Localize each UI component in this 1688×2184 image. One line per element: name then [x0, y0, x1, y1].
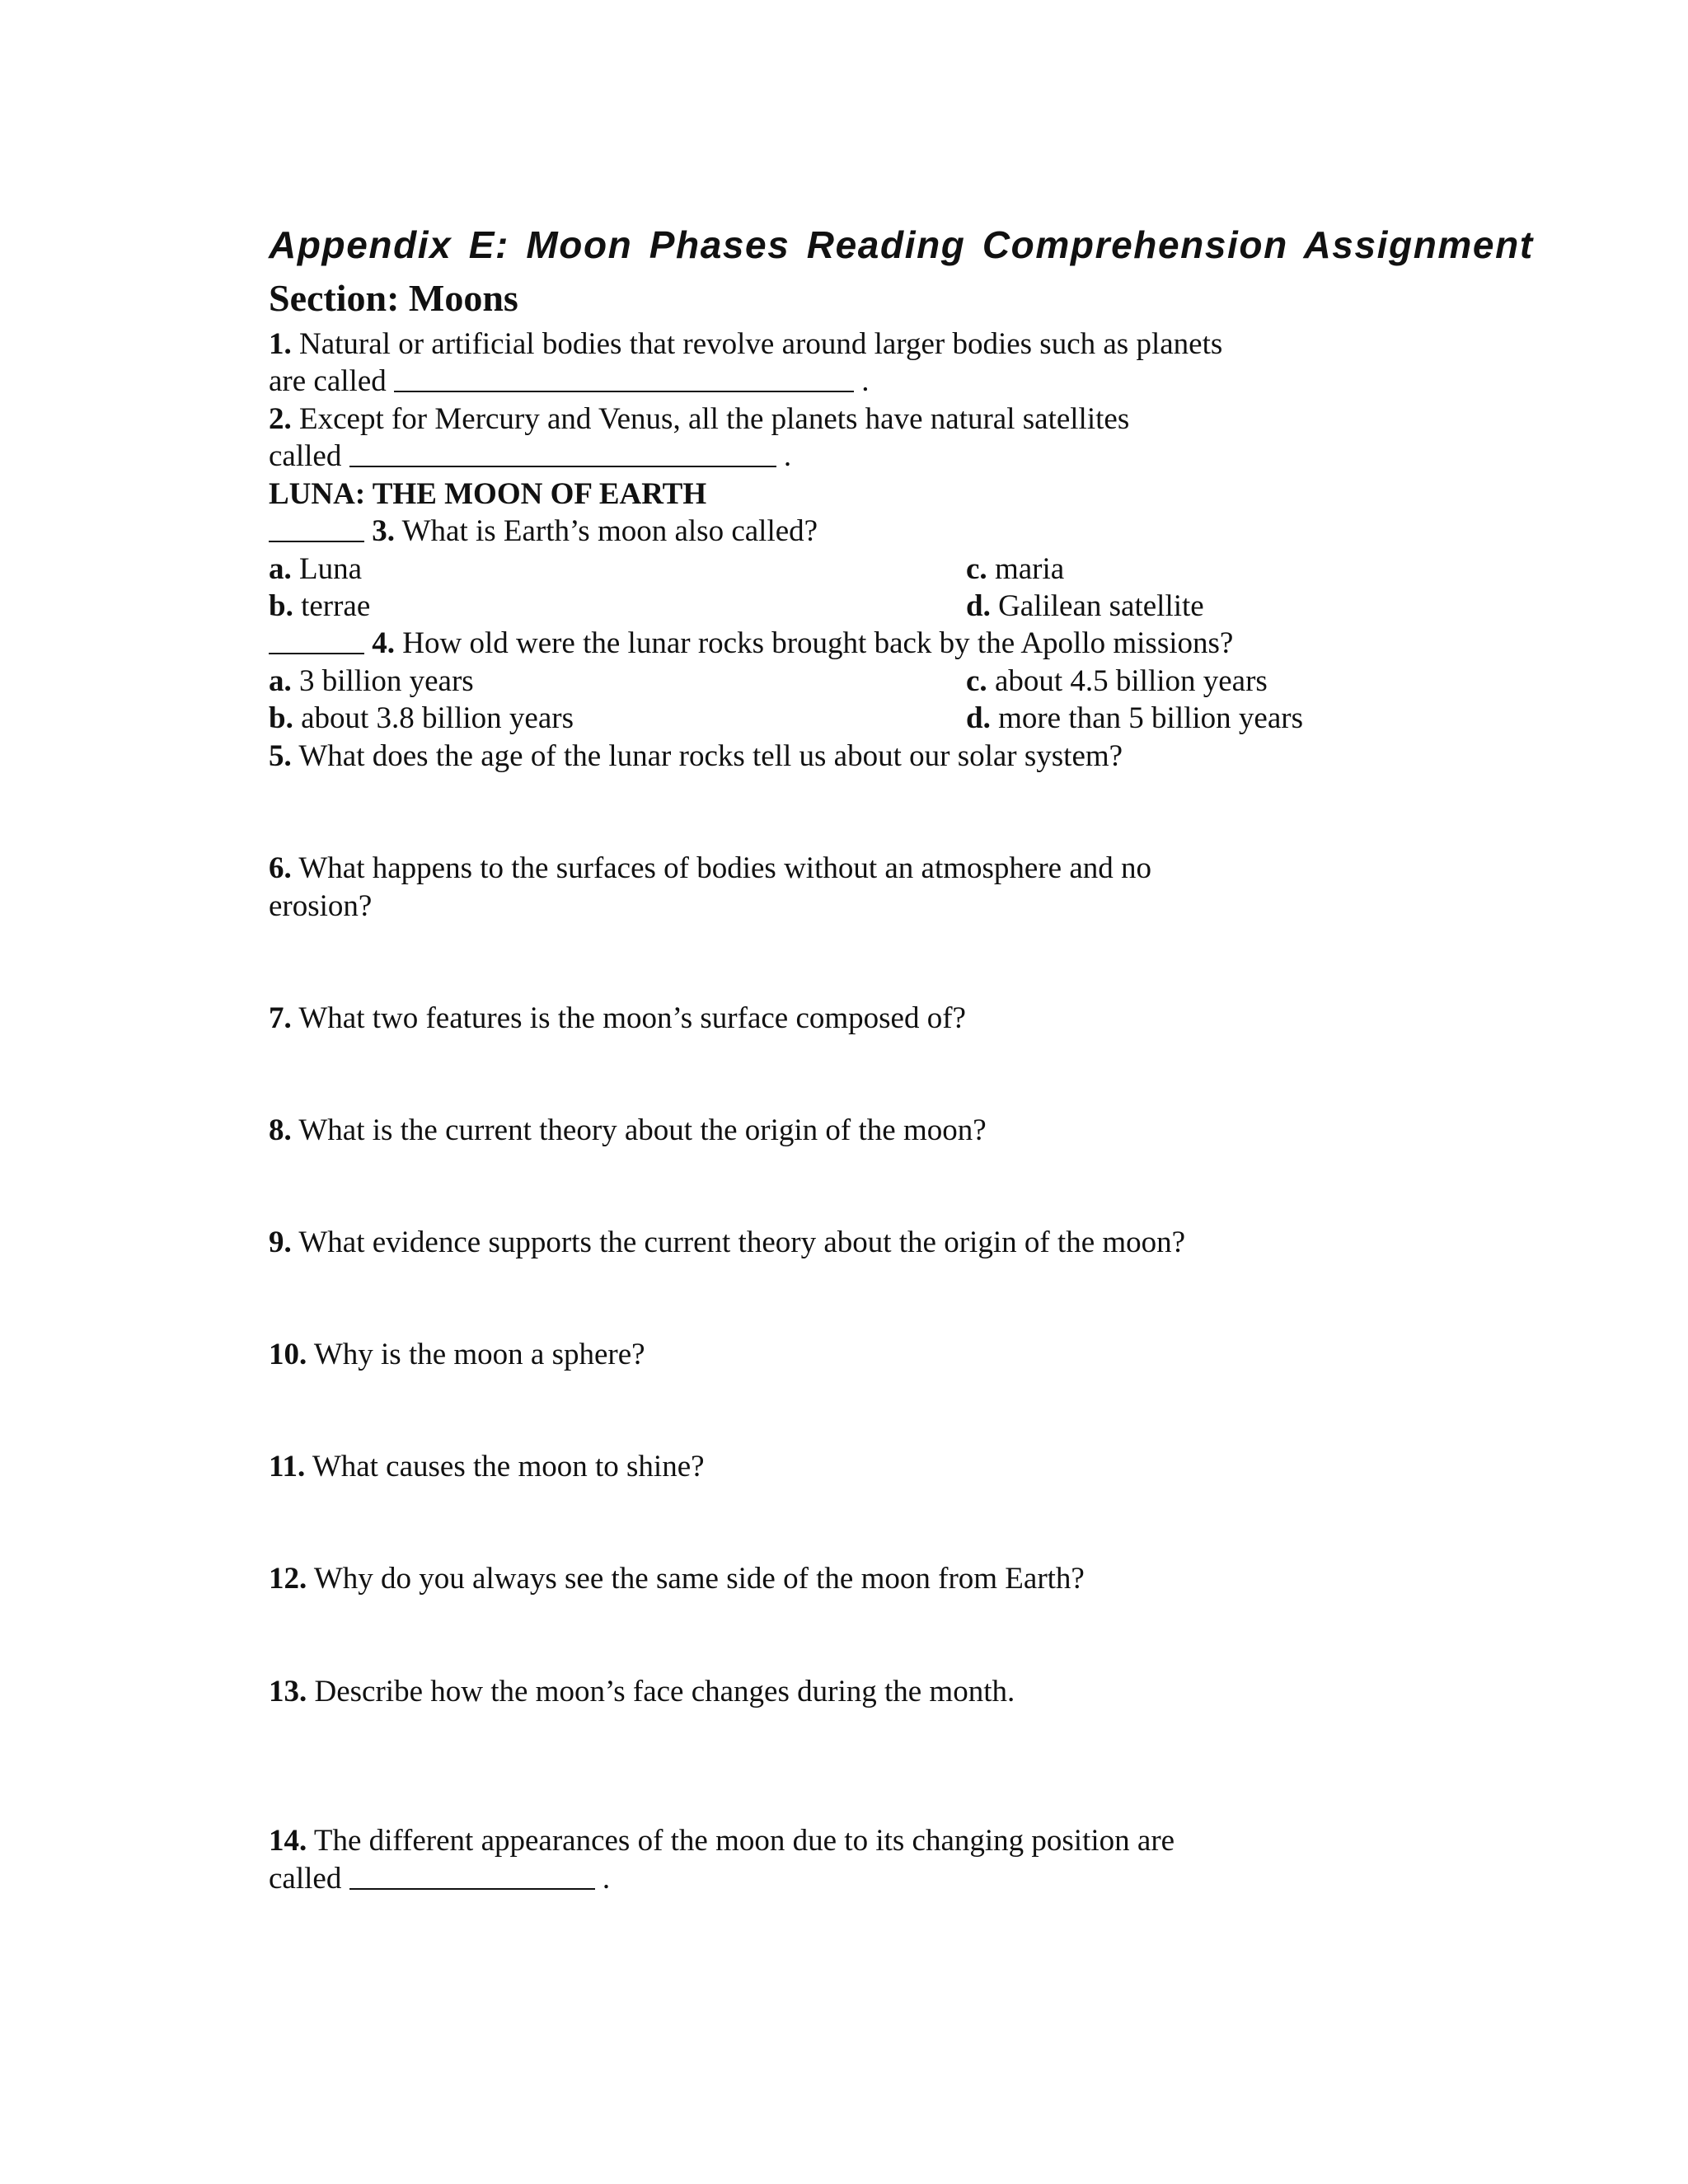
question-9-text: What evidence supports the current theory about the origin of the moon? — [298, 1226, 1186, 1259]
question-6-number: 6. — [269, 851, 292, 885]
question-8 — [269, 1113, 987, 1149]
option-text: about 3.8 billion years — [301, 701, 574, 735]
question-13 — [269, 1674, 1015, 1710]
question-13-number: 13. — [269, 1675, 307, 1708]
question-2-answer-blank[interactable] — [349, 465, 776, 467]
question-11 — [269, 1449, 705, 1485]
question-7-text: What two features is the moon’s surface composed of? — [298, 1001, 966, 1035]
question-1-period: . — [861, 364, 870, 398]
question-5 — [269, 738, 1123, 775]
question-2-line-1 — [269, 401, 1129, 438]
question-2-text-cont: called — [269, 439, 342, 473]
option-text: terrae — [301, 589, 371, 623]
question-1-line-2 — [269, 363, 870, 400]
question-10-text: Why is the moon a sphere? — [313, 1338, 645, 1371]
option-letter: d. — [966, 701, 991, 735]
option-letter: d. — [966, 589, 991, 623]
option-text: 3 billion years — [299, 664, 474, 698]
option-letter: a. — [269, 664, 292, 698]
question-10-number: 10. — [269, 1338, 307, 1371]
section-title: Section: Moons — [269, 277, 518, 319]
question-14-number: 14. — [269, 1824, 307, 1858]
question-1-number: 1. — [269, 327, 292, 361]
question-2-text: Except for Mercury and Venus, all the planets have natural satellites — [299, 402, 1130, 436]
option-text: maria — [994, 552, 1065, 586]
question-11-number: 11. — [269, 1450, 306, 1483]
question-9 — [269, 1225, 1185, 1261]
question-4 — [269, 626, 1233, 662]
question-3-option-c[interactable] — [966, 551, 1064, 588]
question-3 — [269, 513, 818, 550]
option-letter: c. — [966, 664, 987, 698]
question-14-line-2 — [269, 1861, 610, 1897]
question-4-option-c[interactable] — [966, 663, 1268, 700]
question-2-line-2 — [269, 438, 791, 475]
question-12-number: 12. — [269, 1562, 307, 1596]
option-text: more than 5 billion years — [998, 701, 1303, 735]
option-letter: b. — [269, 701, 293, 735]
option-text: about 4.5 billion years — [994, 664, 1268, 698]
page-title: Appendix E: Moon Phases Reading Comprehension Assignment — [269, 223, 1534, 266]
question-1-answer-blank[interactable] — [394, 390, 854, 392]
question-5-text: What does the age of the lunar rocks tell us about our solar system? — [298, 739, 1123, 773]
question-14-text: The different appearances of the moon due to its changing position are — [313, 1824, 1175, 1858]
question-2-number: 2. — [269, 402, 292, 436]
question-4-option-a[interactable] — [269, 663, 474, 700]
question-14-answer-blank[interactable] — [349, 1887, 595, 1890]
option-letter: a. — [269, 552, 292, 586]
question-3-text: What is Earth’s moon also called? — [401, 514, 818, 548]
question-14-text-cont: called — [269, 1862, 342, 1896]
question-7-number: 7. — [269, 1001, 292, 1035]
question-4-option-d[interactable] — [966, 701, 1303, 737]
question-3-option-b[interactable] — [269, 588, 370, 625]
question-14-line-1 — [269, 1823, 1175, 1859]
question-13-text: Describe how the moon’s face changes during the month. — [314, 1675, 1015, 1708]
question-11-text: What causes the moon to shine? — [312, 1450, 705, 1483]
question-8-text: What is the current theory about the origin of the moon? — [298, 1113, 987, 1147]
question-4-text: How old were the lunar rocks brought back by the Apollo missions? — [402, 626, 1234, 660]
question-10 — [269, 1337, 645, 1373]
option-letter: b. — [269, 589, 293, 623]
question-4-answer-blank[interactable] — [269, 652, 364, 654]
option-text: Luna — [299, 552, 363, 586]
question-3-option-a[interactable] — [269, 551, 362, 588]
question-6-text: What happens to the surfaces of bodies without an atmosphere and no — [298, 851, 1152, 885]
question-3-answer-blank[interactable] — [269, 540, 364, 542]
question-1-text: Natural or artificial bodies that revolve around larger bodies such as planets — [299, 327, 1223, 361]
question-12-text: Why do you always see the same side of the moon from Earth? — [313, 1562, 1085, 1596]
question-12 — [269, 1561, 1085, 1597]
option-text: Galilean satellite — [998, 589, 1204, 623]
question-8-number: 8. — [269, 1113, 292, 1147]
question-6-line-2: erosion? — [269, 889, 373, 923]
question-6-line-1 — [269, 851, 1151, 887]
question-2-period: . — [783, 439, 792, 473]
question-1-line-1 — [269, 326, 1222, 363]
question-4-option-b[interactable] — [269, 701, 574, 737]
question-1-text-cont: are called — [269, 364, 387, 398]
question-14-period: . — [602, 1862, 611, 1896]
question-3-option-d[interactable] — [966, 588, 1204, 625]
question-3-number: 3. — [372, 514, 395, 548]
question-5-number: 5. — [269, 739, 292, 773]
option-letter: c. — [966, 552, 987, 586]
question-4-number: 4. — [372, 626, 395, 660]
subheading-luna: LUNA: THE MOON OF EARTH — [269, 477, 707, 511]
question-9-number: 9. — [269, 1226, 292, 1259]
question-7 — [269, 1001, 966, 1037]
